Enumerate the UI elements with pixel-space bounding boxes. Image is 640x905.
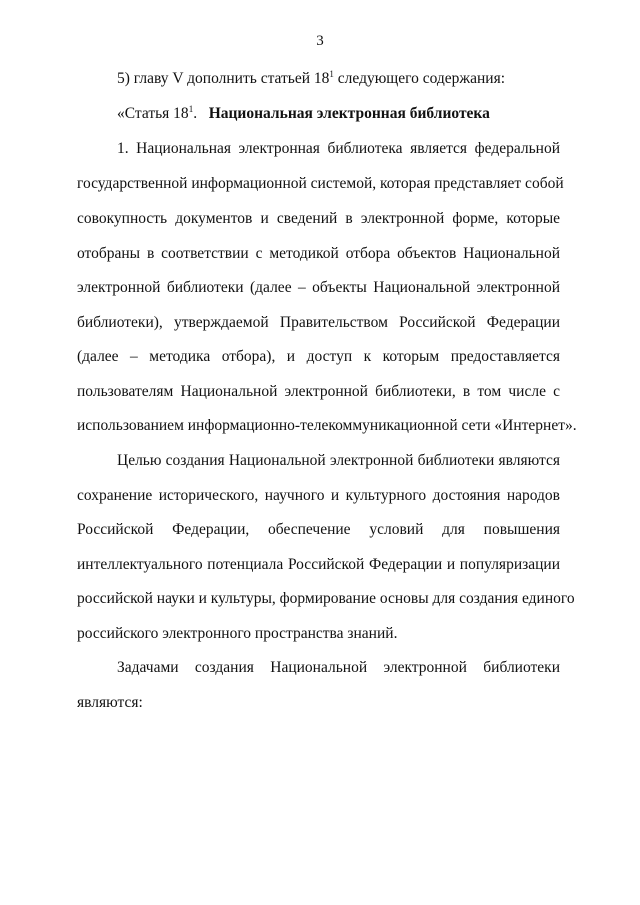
article-dot: .	[193, 105, 198, 122]
article-title: Национальная электронная библиотека	[208, 105, 490, 122]
paragraph-line: пользователям Национальной электронной библиотеки, в том числе с	[77, 383, 560, 400]
paragraph-line: электронной библиотеки (далее – объекты Национальной электронной	[77, 279, 560, 296]
paragraph-line: государственной информационной системой, которая представляет собой	[77, 175, 564, 192]
paragraph-line: являются:	[77, 694, 143, 711]
paragraph-line: Российской Федерации, обеспечение условий для повышения	[77, 521, 560, 538]
paragraph-line: Целью создания Национальной электронной библиотеки являются	[117, 452, 560, 469]
paragraph-line: библиотеки), утверждаемой Правительством Российской Федерации	[77, 314, 560, 331]
page-number: 3	[316, 33, 324, 49]
intro-line	[117, 70, 560, 88]
paragraph-line: (далее – методика отбора), и доступ к которым предоставляется	[77, 348, 560, 365]
intro-text-end: следующего содержания:	[333, 70, 506, 87]
article-prefix: «Статья 18	[117, 105, 189, 122]
paragraph-line: сохранение исторического, научного и культурного достояния народов	[77, 487, 560, 504]
paragraph-line: 1. Национальная электронная библиотека является федеральной	[117, 140, 560, 157]
intro-text: 5) главу V дополнить статьей 18	[117, 70, 330, 87]
paragraph-line: интеллектуального потенциала Российской Федерации и популяризации	[77, 556, 560, 573]
intro-superscript: 1	[329, 69, 334, 79]
paragraph-line: совокупность документов и сведений в электронной форме, которые	[77, 210, 560, 227]
paragraph-line: использованием информационно-телекоммуникационной сети «Интернет».	[77, 417, 577, 434]
paragraph-line: российского электронного пространства знаний.	[77, 625, 398, 642]
paragraph-line: российской науки и культуры, формирование основы для создания единого	[77, 590, 575, 607]
paragraph-line: отобраны в соответствии с методикой отбора объектов Национальной	[77, 245, 560, 262]
article-superscript: 1	[188, 104, 194, 114]
article-heading	[117, 105, 560, 123]
paragraph-line: Задачами создания Национальной электронной библиотеки	[117, 659, 560, 676]
